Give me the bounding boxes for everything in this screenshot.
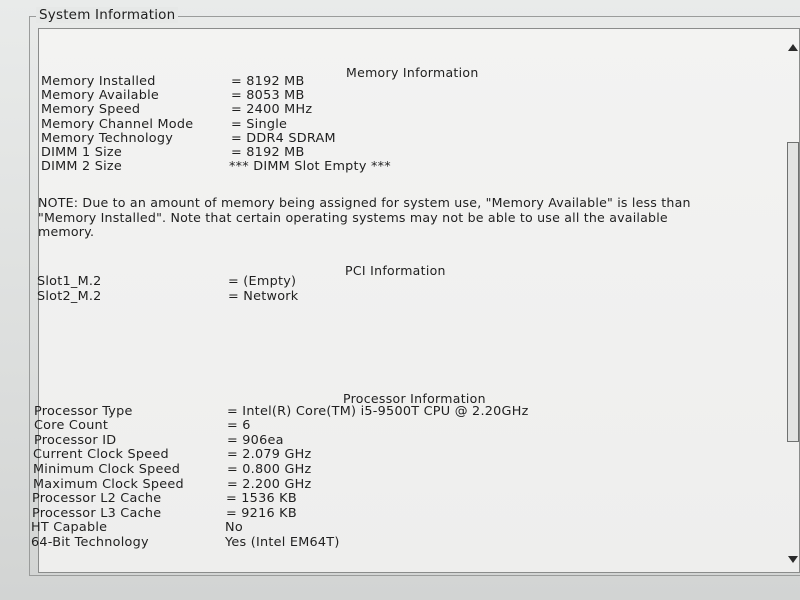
memory-note: NOTE: Due to an amount of memory being assigned for system use, "Memory Available" is less than "Memory Installed". Note that certain operating systems may not be able to use all the available memory.: [38, 195, 691, 239]
row-label: HT Capable: [31, 520, 108, 535]
row-value: = Network: [228, 289, 299, 304]
row-value: = 2.200 GHz: [227, 477, 312, 492]
row-label: Slot1_M.2: [37, 274, 102, 289]
row-value: = 8192 MB: [231, 145, 305, 160]
row-value: = Intel(R) Core(TM) i5-9500T CPU @ 2.20GHz: [227, 404, 529, 419]
pci-section-title: PCI Information: [345, 263, 446, 278]
row-label: Processor Type: [34, 404, 133, 419]
row-value: = 8192 MB: [231, 74, 305, 89]
memory-section-title: Memory Information: [346, 65, 479, 80]
scroll-up-arrow-icon[interactable]: [788, 44, 798, 51]
window-title: System Information: [36, 7, 178, 23]
row-label: 64-Bit Technology: [31, 535, 149, 550]
row-value: = Single: [231, 117, 288, 132]
row-label: Memory Technology: [41, 131, 174, 146]
row-label: Processor ID: [34, 433, 117, 448]
row-label: Minimum Clock Speed: [33, 462, 181, 477]
row-label: Core Count: [34, 418, 109, 433]
row-label: Memory Available: [41, 88, 160, 103]
row-value: No: [225, 520, 243, 535]
row-label: Processor L2 Cache: [32, 491, 162, 506]
row-label: Memory Speed: [41, 102, 141, 117]
row-label: Maximum Clock Speed: [33, 477, 184, 492]
row-value: = 906ea: [227, 433, 284, 448]
row-label: Memory Installed: [41, 74, 156, 89]
row-value: = 2400 MHz: [231, 102, 313, 117]
row-value: = DDR4 SDRAM: [231, 131, 336, 146]
row-value: = 8053 MB: [231, 88, 305, 103]
row-value: = (Empty): [228, 274, 297, 289]
row-label: Processor L3 Cache: [32, 506, 162, 521]
row-label: Current Clock Speed: [33, 447, 169, 462]
row-label: DIMM 1 Size: [41, 145, 123, 160]
row-value: Yes (Intel EM64T): [225, 535, 340, 550]
scroll-down-arrow-icon[interactable]: [788, 556, 798, 563]
row-value: = 6: [227, 418, 251, 433]
processor-section-title: Processor Information: [343, 391, 486, 406]
row-value: = 2.079 GHz: [227, 447, 312, 462]
row-value: = 9216 KB: [226, 506, 297, 521]
row-value: *** DIMM Slot Empty ***: [229, 159, 391, 174]
row-label: Slot2_M.2: [37, 289, 102, 304]
scrollbar-thumb[interactable]: [787, 142, 799, 442]
row-value: = 0.800 GHz: [227, 462, 312, 477]
row-label: DIMM 2 Size: [41, 159, 123, 174]
row-value: = 1536 KB: [226, 491, 297, 506]
row-label: Memory Channel Mode: [41, 117, 194, 132]
